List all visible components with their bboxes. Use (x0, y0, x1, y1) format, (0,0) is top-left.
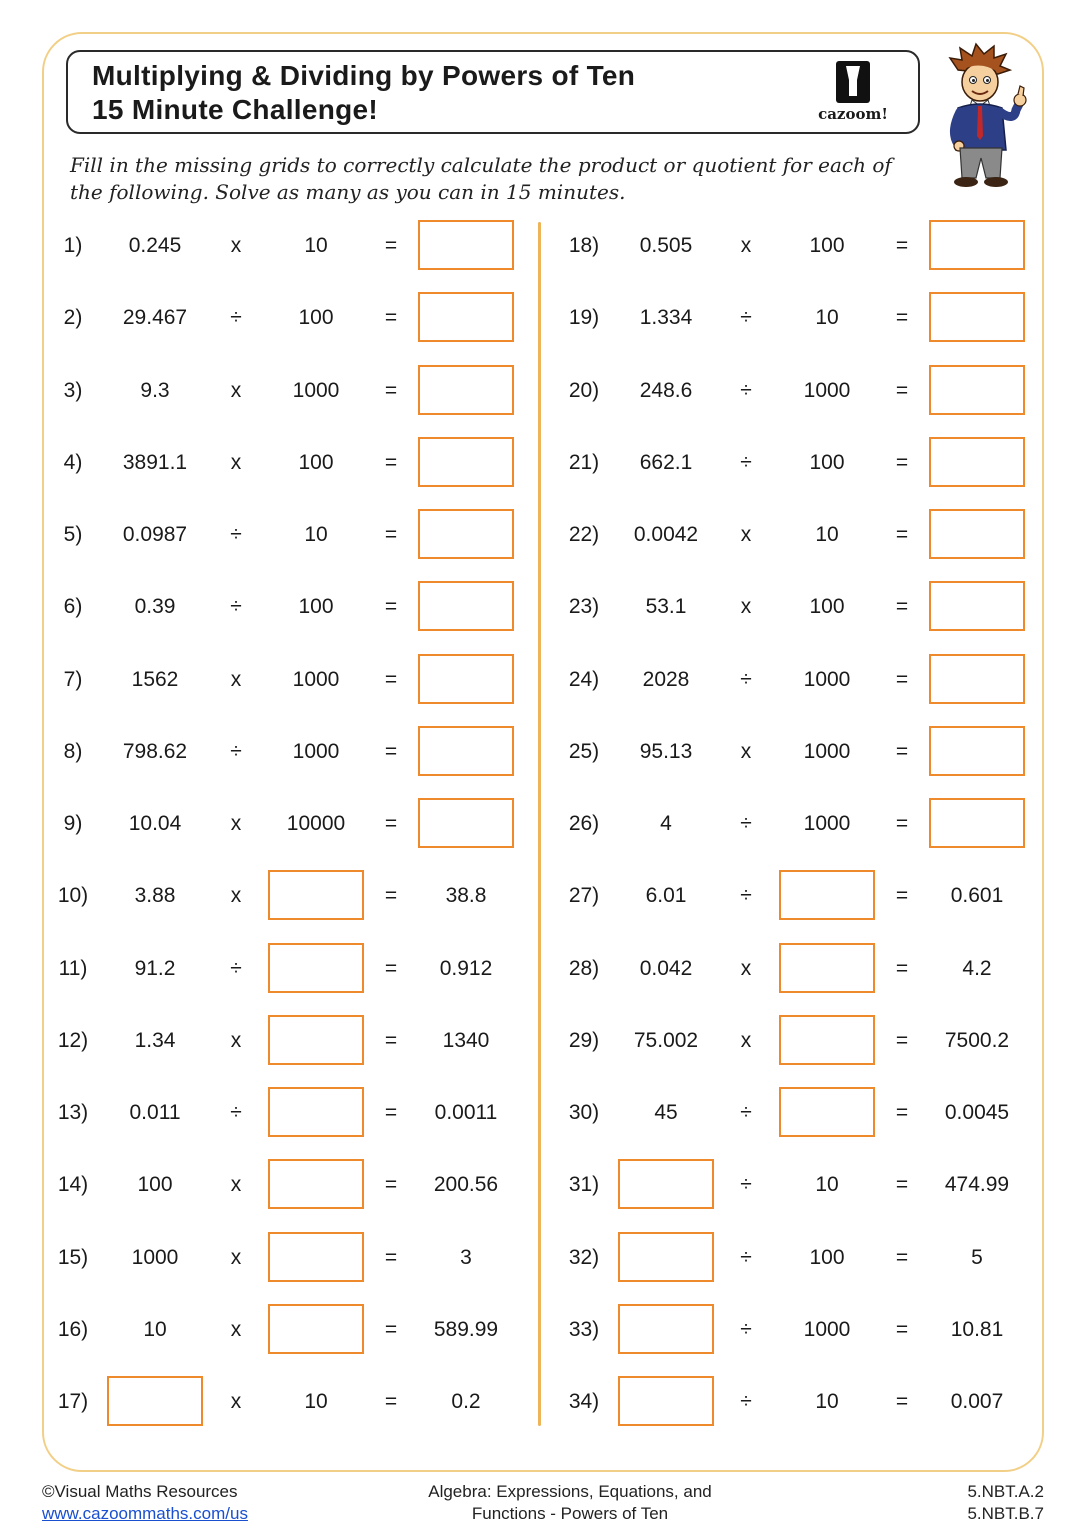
result-value: 7500.2 (944, 1028, 1010, 1052)
operator-sign: ÷ (740, 1173, 752, 1197)
operand-a: 10 (143, 1317, 167, 1341)
question-number: 19) (568, 306, 600, 330)
question-number: 12) (57, 1028, 89, 1052)
result-value: 589.99 (433, 1317, 499, 1341)
question-number: 17) (57, 1390, 89, 1413)
question-number: 16) (57, 1317, 89, 1341)
answer-box[interactable] (418, 220, 514, 270)
operand-a: 6.01 (645, 884, 687, 908)
result-value: 0.0011 (434, 1101, 498, 1124)
equals-sign: = (384, 1101, 398, 1124)
cup-logo-icon (833, 60, 873, 104)
worksheet-subtitle: 15 Minute Challenge! (92, 94, 379, 125)
operand-b: 1000 (803, 378, 851, 402)
question-number: 1) (63, 234, 83, 257)
question-number: 18) (568, 234, 600, 257)
answer-box[interactable] (418, 365, 514, 415)
operator-sign: x (740, 234, 752, 257)
question-number: 2) (63, 306, 83, 330)
operand-a: 0.505 (639, 234, 693, 257)
footer-standards (920, 1481, 1044, 1525)
answer-box[interactable] (418, 726, 514, 776)
answer-box[interactable] (929, 654, 1025, 704)
answer-box[interactable] (268, 1015, 364, 1065)
equals-sign: = (384, 667, 398, 691)
equals-sign: = (384, 595, 398, 619)
operand-b: 1000 (803, 1317, 851, 1341)
equals-sign: = (384, 523, 398, 546)
operator-sign: x (230, 1028, 242, 1052)
operator-sign: x (230, 884, 242, 908)
question-number: 21) (568, 450, 600, 474)
answer-box[interactable] (418, 654, 514, 704)
equals-sign: = (895, 1317, 909, 1341)
question-number: 13) (57, 1101, 89, 1124)
operator-sign: ÷ (740, 1317, 752, 1341)
result-value: 474.99 (944, 1173, 1010, 1197)
question-number: 31) (568, 1173, 600, 1197)
question-number: 28) (568, 956, 600, 980)
equals-sign: = (895, 1028, 909, 1052)
operand-b: 1000 (803, 812, 851, 835)
operator-sign: x (230, 812, 242, 835)
question-number: 33) (568, 1317, 600, 1341)
instructions: Fill in the missing grids to correctly calculate the product or quotient for each of the following. Solve as many as you can in 15 minutes. (70, 153, 892, 204)
operator-sign: ÷ (740, 1101, 752, 1124)
result-value: 200.56 (433, 1173, 499, 1197)
operand-b: 1000 (803, 667, 851, 691)
question-number: 9) (63, 812, 83, 835)
operand-a: 10.04 (128, 812, 182, 835)
website-link[interactable]: www.cazoommaths.com/us (42, 1504, 248, 1523)
operator-sign: x (740, 595, 752, 619)
answer-box[interactable] (618, 1232, 714, 1282)
operand-b: 10 (304, 1390, 328, 1413)
answer-box[interactable] (929, 726, 1025, 776)
equals-sign: = (895, 450, 909, 474)
equals-sign: = (384, 1028, 398, 1052)
answer-box[interactable] (268, 1232, 364, 1282)
equals-sign: = (384, 884, 398, 908)
operand-a: 1562 (131, 667, 179, 691)
result-value: 0.601 (950, 884, 1004, 908)
page-frame (42, 32, 1044, 1472)
operand-a: 0.245 (128, 234, 182, 257)
operand-b: 100 (298, 306, 334, 330)
equals-sign: = (895, 234, 909, 257)
answer-box[interactable] (268, 943, 364, 993)
operand-a: 3891.1 (122, 450, 188, 474)
question-number: 8) (63, 739, 83, 763)
question-number: 22) (568, 523, 600, 546)
question-number: 3) (63, 378, 83, 402)
question-number: 6) (63, 595, 83, 619)
equals-sign: = (895, 523, 909, 546)
equals-sign: = (895, 306, 909, 330)
equals-sign: = (384, 1245, 398, 1269)
question-number: 32) (568, 1245, 600, 1269)
operand-b: 100 (809, 450, 845, 474)
question-number: 24) (568, 667, 600, 691)
answer-box[interactable] (779, 1015, 875, 1065)
operator-sign: x (230, 450, 242, 474)
footer-topic (400, 1481, 740, 1525)
column-divider (538, 222, 541, 1426)
operator-sign: ÷ (740, 884, 752, 908)
operator-sign: x (740, 739, 752, 763)
operator-sign: x (230, 1390, 242, 1413)
footer-left (42, 1481, 248, 1525)
operand-b: 10 (815, 306, 839, 330)
question-number: 30) (568, 1101, 600, 1124)
operator-sign: ÷ (230, 739, 242, 763)
operator-sign: x (230, 667, 242, 691)
operator-sign: ÷ (230, 956, 242, 980)
operator-sign: ÷ (740, 1390, 752, 1413)
answer-box[interactable] (107, 1376, 203, 1426)
operand-b: 10 (304, 523, 328, 546)
worksheet-title: Multiplying & Dividing by Powers of Ten (92, 60, 636, 91)
equals-sign: = (384, 739, 398, 763)
operator-sign: ÷ (230, 306, 242, 330)
equals-sign: = (384, 450, 398, 474)
result-value: 5 (971, 1245, 983, 1269)
operand-a: 95.13 (639, 739, 693, 763)
operand-a: 0.011 (129, 1101, 181, 1124)
operator-sign: x (230, 1317, 242, 1341)
answer-box[interactable] (929, 365, 1025, 415)
result-value: 0.0045 (944, 1101, 1010, 1124)
question-number: 26) (568, 812, 600, 835)
answer-box[interactable] (618, 1159, 714, 1209)
cazoom-logo (810, 60, 896, 126)
equals-sign: = (384, 812, 398, 835)
equals-sign: = (895, 1245, 909, 1269)
operand-a: 0.0042 (633, 523, 699, 546)
answer-box[interactable] (418, 292, 514, 342)
operand-b: 10000 (286, 812, 346, 835)
equals-sign: = (384, 234, 398, 257)
equals-sign: = (895, 1173, 909, 1197)
equals-sign: = (384, 1390, 398, 1413)
question-number: 34) (568, 1390, 600, 1413)
operand-b: 100 (809, 234, 845, 257)
operand-a: 2028 (642, 667, 690, 691)
equals-sign: = (895, 1390, 909, 1413)
operand-a: 4 (660, 812, 672, 835)
answer-box[interactable] (268, 1087, 364, 1137)
equals-sign: = (895, 884, 909, 908)
equals-sign: = (384, 378, 398, 402)
result-value: 38.8 (445, 884, 487, 908)
answer-box[interactable] (779, 943, 875, 993)
equals-sign: = (384, 1317, 398, 1341)
question-number: 29) (568, 1028, 600, 1052)
question-number: 14) (57, 1173, 89, 1197)
operand-b: 1000 (292, 667, 340, 691)
answer-box[interactable] (268, 870, 364, 920)
question-number: 4) (63, 450, 83, 474)
question-number: 11) (58, 956, 88, 980)
operator-sign: x (230, 378, 242, 402)
operand-a: 45 (654, 1101, 678, 1124)
operator-sign: ÷ (740, 667, 752, 691)
question-number: 25) (568, 739, 600, 763)
equals-sign: = (895, 667, 909, 691)
operand-a: 53.1 (645, 595, 687, 619)
answer-box[interactable] (929, 581, 1025, 631)
operand-b: 100 (298, 595, 334, 619)
answer-box[interactable] (618, 1376, 714, 1426)
operand-a: 1.34 (134, 1028, 176, 1052)
operand-b: 100 (298, 450, 334, 474)
operand-b: 10 (304, 234, 328, 257)
equals-sign: = (895, 595, 909, 619)
copyright-text: ©Visual Maths Resources (42, 1482, 238, 1501)
operand-a: 100 (137, 1173, 173, 1197)
operator-sign: ÷ (230, 595, 242, 619)
operand-b: 10 (815, 1390, 839, 1413)
question-number: 5) (63, 523, 83, 546)
equals-sign: = (384, 956, 398, 980)
answer-box[interactable] (418, 509, 514, 559)
answer-box[interactable] (929, 292, 1025, 342)
answer-box[interactable] (929, 220, 1025, 270)
result-value: 0.2 (451, 1390, 481, 1413)
result-value: 4.2 (962, 956, 992, 980)
question-number: 7) (63, 667, 83, 691)
operator-sign: ÷ (740, 306, 752, 330)
answer-box[interactable] (268, 1159, 364, 1209)
question-number: 23) (568, 595, 600, 619)
equals-sign: = (895, 1101, 909, 1124)
equals-sign: = (384, 1173, 398, 1197)
answer-box[interactable] (418, 798, 514, 848)
answer-box[interactable] (418, 581, 514, 631)
mascot-boy-icon (936, 40, 1032, 190)
answer-box[interactable] (418, 437, 514, 487)
answer-box[interactable] (929, 798, 1025, 848)
operator-sign: x (740, 956, 752, 980)
topic-line-2: Functions - Powers of Ten (471, 1504, 669, 1523)
equals-sign: = (384, 306, 398, 330)
result-value: 1340 (442, 1028, 490, 1052)
operand-a: 29.467 (122, 306, 188, 330)
operator-sign: ÷ (740, 450, 752, 474)
operator-sign: x (230, 234, 242, 257)
question-number: 20) (568, 378, 600, 402)
operand-b: 100 (809, 1245, 845, 1269)
operand-a: 3.88 (134, 884, 176, 908)
equals-sign: = (895, 812, 909, 835)
result-value: 10.81 (950, 1317, 1004, 1341)
operand-a: 798.62 (122, 739, 188, 763)
operand-a: 662.1 (639, 450, 693, 474)
operator-sign: x (230, 1245, 242, 1269)
equals-sign: = (895, 956, 909, 980)
result-value: 0.007 (950, 1390, 1004, 1413)
equals-sign: = (895, 378, 909, 402)
operator-sign: ÷ (740, 812, 752, 835)
operand-b: 10 (815, 523, 839, 546)
title-box (66, 50, 920, 134)
question-number: 10) (57, 884, 89, 908)
operand-b: 10 (815, 1173, 839, 1197)
equals-sign: = (895, 739, 909, 763)
operand-a: 75.002 (633, 1028, 699, 1052)
operand-a: 9.3 (140, 378, 170, 402)
answer-box[interactable] (929, 509, 1025, 559)
standard-code-1: 5.NBT.A.2 (967, 1482, 1044, 1501)
standard-code-2: 5.NBT.B.7 (967, 1504, 1044, 1523)
operator-sign: x (230, 1173, 242, 1197)
operator-sign: ÷ (230, 1101, 242, 1124)
operator-sign: x (740, 523, 752, 546)
operator-sign: ÷ (740, 378, 752, 402)
operand-a: 248.6 (639, 378, 693, 402)
operand-a: 91.2 (134, 956, 176, 980)
question-number: 15) (57, 1245, 89, 1269)
result-value: 0.912 (439, 956, 493, 980)
result-value: 3 (460, 1245, 472, 1269)
operand-a: 0.39 (134, 595, 176, 619)
answer-box[interactable] (779, 870, 875, 920)
operator-sign: x (740, 1028, 752, 1052)
operand-a: 0.0987 (122, 523, 188, 546)
topic-line-1: Algebra: Expressions, Equations, and (428, 1482, 712, 1501)
operator-sign: ÷ (740, 1245, 752, 1269)
answer-box[interactable] (268, 1304, 364, 1354)
operand-b: 1000 (292, 378, 340, 402)
operand-a: 1.334 (639, 306, 693, 330)
logo-text: cazoom! (818, 105, 888, 123)
question-number: 27) (568, 884, 600, 908)
answer-box[interactable] (779, 1087, 875, 1137)
operand-b: 1000 (292, 739, 340, 763)
operator-sign: ÷ (230, 523, 242, 546)
answer-box[interactable] (929, 437, 1025, 487)
answer-box[interactable] (618, 1304, 714, 1354)
operand-a: 1000 (131, 1245, 179, 1269)
operand-a: 0.042 (639, 956, 693, 980)
operand-b: 1000 (803, 739, 851, 763)
operand-b: 100 (809, 595, 845, 619)
